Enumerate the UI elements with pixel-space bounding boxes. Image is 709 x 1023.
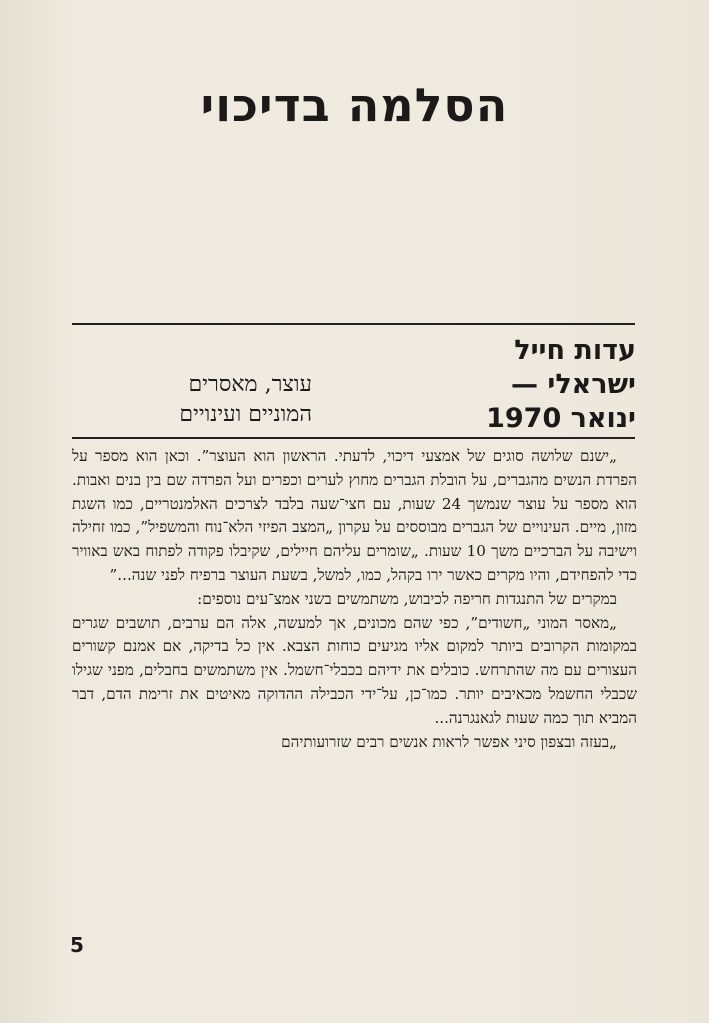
article-body bbox=[72, 445, 637, 754]
paragraph: במקרים של התנגדות חריפה לכיבוש, משתמשים בשני אמצ־עים נוספים: bbox=[197, 589, 617, 608]
bottom-rule bbox=[72, 437, 635, 439]
topic-line: המוניים ועינויים bbox=[179, 402, 312, 427]
page-title: הסלמה בדיכוי bbox=[200, 78, 509, 132]
source-line: ינואר 1970 bbox=[486, 403, 636, 434]
source-line: עדות חייל bbox=[514, 335, 636, 366]
paragraph: „ישנם שלושה סוגים של אמצעי דיכוי, לדעתי. הראשון הוא העוצר”. וכאן הוא מספר על הפרדת הנשים מהגברים, על הובלת הגברים מחוץ לערים וכפרים ועל הפרדה שם בין בנים ואבות. הוא מספר על עוצר שנמשך 24 שעות, עם חצי־שעה בלבד לצרכים האלמנטריים, כמו השגת מזון, מיים. העינויים של הגברים מבוססים על עקרון „המצב הפיזי הלא־נוח והמשפיל”, כמו זחילה וישיבה על הברכיים משך 10 שעות. „שומרים עליהם חיילים, שקיבלו פקודה לפתוח באש באוויר כדי להפחידם, והיו מקרים כאשר ירו בקהל, כמו, למשל, בשעת העוצר ברפיח לפני שנה...” bbox=[72, 447, 638, 584]
paragraph: „בעזה ובצפון סיני אפשר לראות אנשים רבים שזרועותיהם bbox=[281, 732, 617, 751]
topic-line: עוצר, מאסרים bbox=[188, 372, 312, 397]
top-rule bbox=[72, 323, 635, 325]
topic-heading bbox=[72, 370, 312, 430]
source-line: ישראלי — bbox=[510, 369, 636, 400]
page-number: 5 bbox=[70, 933, 84, 957]
source-heading bbox=[446, 334, 636, 436]
paragraph: „מאסר המוני „חשודים”, כפי שהם מכונים, אך למעשה, אלה הם ערבים, תושבים שגרים במקומות הקרובים ביותר למקום אליו מגיעים כוחות הצבא. אין כל בדיקה, אם אמנם קשורים העצורים עם מה שהתרחש. כובלים את ידיהם בכבלי־חשמל. אין משתמשים בחבלים, מפני שגילו שכבלי החשמל מכאיבים יותר. כמו־כן, על־ידי הכבילה ההדוקה מאיטים את זרימת הדם, דבר המביא תוך כמה שעות לגאנגרנה... bbox=[72, 613, 637, 727]
